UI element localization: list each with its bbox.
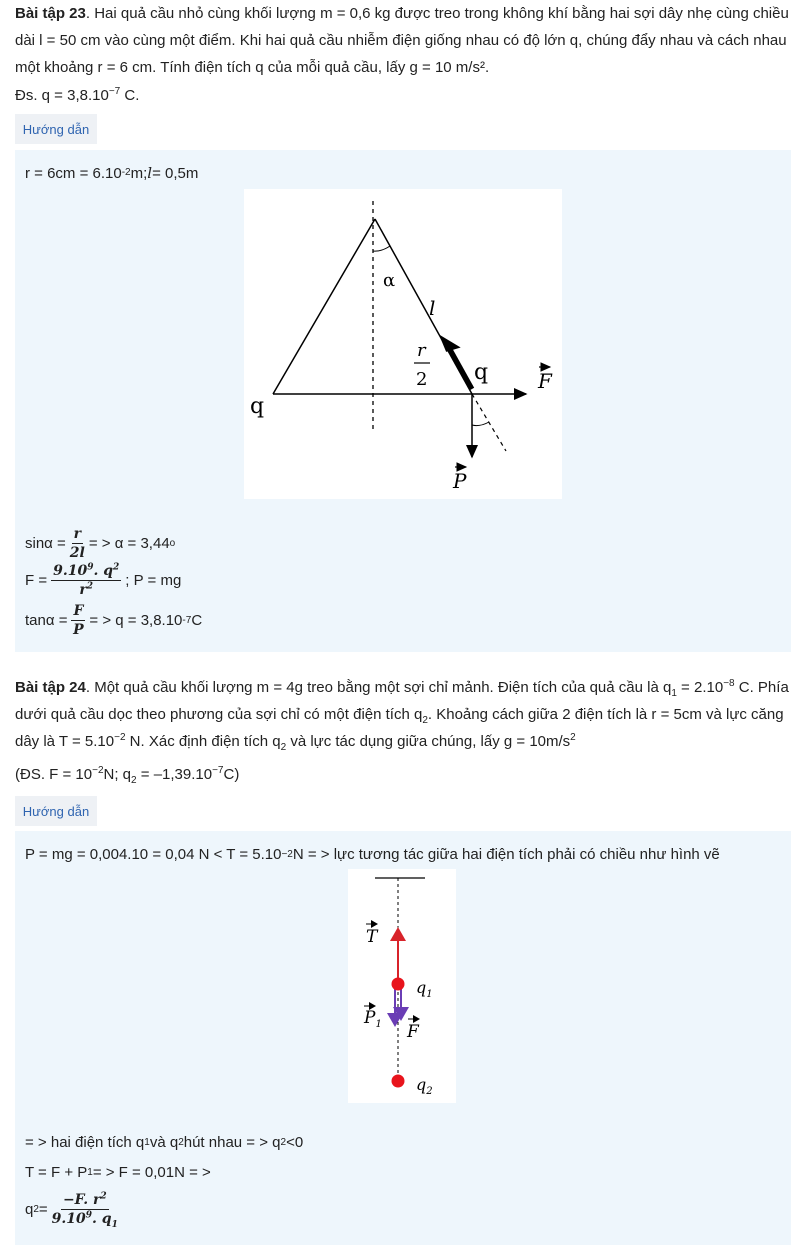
label-q1: $q_1$ — [416, 978, 433, 1000]
exercise-23-text: . Hai quả cầu nhỏ cùng khối lượng m = 0,6 kg được treo trong không khí bằng hai sợi dây nhẹ cùng chiều dài l = 50 cm vào cùng một điểm. Khi hai quả cầu nhiễm điện giống nhau có độ lớn q, chúng đẩy nhau và cách nhau một khoảng r = 6 cm. Tính điện tích q của mỗi quả cầu, lấy g = 10 m/s². — [15, 5, 789, 76]
solution-24-line1: P = mg = 0,004.10 = 0,04 N < T = 5.10 −2 N = > lực tương tác giữa hai điện tích phải có chiều như hình vẽ — [25, 846, 720, 863]
solution-23-line1: r = 6cm = 6.10 -2 m; l = 0,5m — [25, 164, 199, 182]
exercise-23-statement — [15, 0, 790, 81]
exercise-23-title: Bài tập 23 — [15, 5, 86, 22]
figure-24 — [348, 869, 456, 1103]
label-F-24: F — [407, 1022, 419, 1042]
exercise-24-title: Bài tập 24 — [15, 679, 86, 696]
solution-23-sin: sinα = $\frac{r}{2l}$ = > α = 3,44 o — [25, 526, 176, 561]
left-string — [273, 219, 375, 394]
exercise-23-answer: Đs. $q = 3,8.10^{-7}$ C. — [15, 86, 140, 104]
pendulum-diagram-23 — [244, 189, 562, 499]
label-two: 2 — [416, 369, 428, 390]
figure-23 — [244, 189, 562, 499]
label-P1: $P_1$ — [364, 1008, 382, 1030]
hint-button-23[interactable]: Hướng dẫn — [15, 114, 97, 144]
solution-23-F: F = $\frac{9.10^9. q^2}{r^2}$ ; P = mg — [25, 562, 182, 598]
label-q2: $q_2$ — [416, 1075, 433, 1097]
charges-diagram-24 — [348, 869, 456, 1103]
tension-arrow-head — [442, 338, 457, 350]
solution-24-line2: = > hai điện tích q 1 và q 2 hút nhau = > q 2 <0 — [25, 1134, 304, 1151]
exercise-24-answer: (ĐS. $F = 10^{-2}N$; $q_2 = -1,39.10^{-7}C$) — [15, 765, 240, 786]
label-T: T — [366, 927, 378, 947]
solution-box-24 — [15, 831, 791, 1245]
label-r: r — [417, 340, 426, 361]
angle-arc-top — [373, 246, 390, 251]
exercise-24-statement: Bài tập 24. Một quả cầu khối lượng m = 4g treo bằng một sợi chỉ mảnh. Điện tích của quả cầu là $q_1 = 2.10^{-8}$ C. Phía dưới quả cầu dọc theo phương của sợi chỉ có một điện tích $q_2$. Khoảng cách giữa 2 điện tích là r = 5cm và lực căng dây là $T = 5.10^{-2}$ N. Xác định điện tích $q_2$ và lực tác dụng giữa chúng, lấy $g = 10m/s^2$ — [15, 678, 789, 753]
angle-arc-bottom — [472, 422, 489, 426]
label-q-left: q — [250, 394, 265, 419]
solution-23-tan: tanα = $\frac{F}{P}$ = > q = 3,8.10 -7 C — [25, 603, 203, 638]
solution-24-q2-formula: q 2 = $\frac{-F. r^2}{9.10^9. q_1}$ — [25, 1191, 118, 1230]
solution-box-23 — [15, 150, 791, 652]
label-F: F — [538, 369, 552, 393]
tension-arrow-shaft — [447, 344, 472, 389]
hint-button-24[interactable]: Hướng dẫn — [15, 796, 97, 826]
solution-24-line3: T = F + P 1 = > F = 0,01N = > — [25, 1164, 211, 1181]
label-l: l — [429, 296, 436, 320]
charge-q2 — [392, 1075, 405, 1088]
label-P: P — [453, 469, 467, 493]
label-alpha: α — [383, 270, 396, 291]
label-q-right: q — [474, 360, 489, 385]
charge-q1 — [392, 978, 405, 991]
